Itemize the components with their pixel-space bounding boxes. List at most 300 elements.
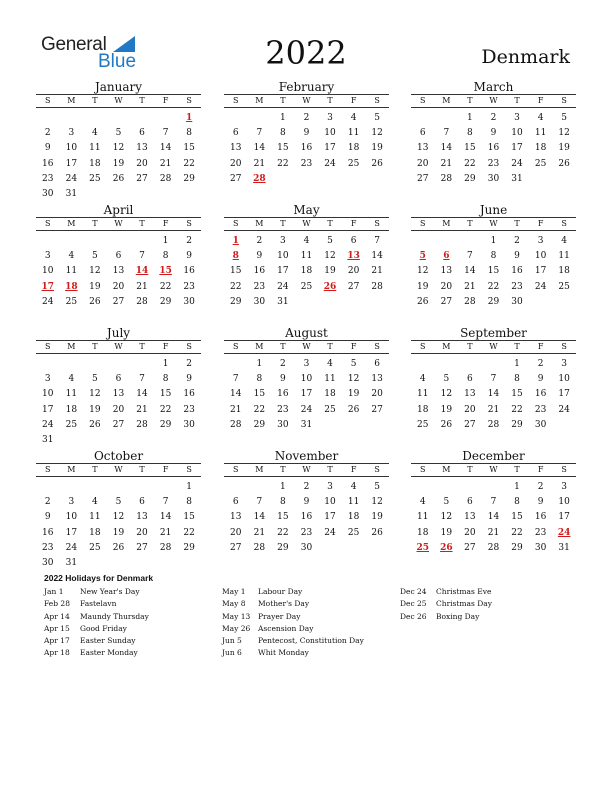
weekday-label: F bbox=[162, 465, 169, 474]
day-cell: 21 bbox=[159, 158, 172, 169]
day-cell: 6 bbox=[115, 251, 122, 262]
day-cell: 13 bbox=[464, 512, 476, 523]
weekday-label: T bbox=[280, 96, 286, 105]
holiday-day: 6 bbox=[443, 251, 450, 262]
day-cell: 4 bbox=[92, 128, 98, 139]
weekday-label: T bbox=[139, 219, 145, 228]
month-december bbox=[411, 449, 576, 556]
holiday-date: Dec 25 bbox=[400, 599, 427, 609]
day-cell: 2 bbox=[256, 236, 263, 246]
weekday-label: F bbox=[350, 342, 357, 351]
day-cell: 22 bbox=[277, 527, 289, 538]
day-cell: 21 bbox=[136, 281, 148, 292]
day-cell: 2 bbox=[303, 482, 310, 492]
day-cell: 15 bbox=[183, 143, 195, 154]
day-cell: 18 bbox=[65, 404, 78, 415]
day-cell: 26 bbox=[89, 419, 101, 430]
day-cell: 31 bbox=[558, 542, 570, 553]
day-cell: 8 bbox=[186, 128, 193, 139]
day-cell: 12 bbox=[440, 389, 453, 400]
day-cell: 13 bbox=[136, 512, 148, 523]
day-cell: 7 bbox=[443, 128, 450, 139]
weekday-label: F bbox=[162, 96, 169, 105]
day-cell: 13 bbox=[230, 143, 242, 154]
weekday-label: T bbox=[467, 219, 473, 228]
day-cell: 10 bbox=[324, 497, 336, 508]
day-cell: 19 bbox=[112, 158, 125, 169]
weekday-label: M bbox=[67, 465, 76, 474]
day-cell: 9 bbox=[537, 374, 544, 385]
month-name: October bbox=[93, 449, 144, 463]
weekday-label: S bbox=[233, 342, 239, 351]
day-cell: 12 bbox=[417, 266, 429, 277]
empty-cell bbox=[83, 234, 107, 249]
holiday-list bbox=[44, 573, 584, 660]
day-cell: 15 bbox=[230, 266, 242, 277]
day-cell: 12 bbox=[347, 374, 360, 385]
day-cell: 9 bbox=[186, 374, 193, 385]
weekday-label: W bbox=[114, 96, 123, 105]
day-cell: 19 bbox=[89, 404, 101, 415]
empty-cell bbox=[411, 234, 435, 249]
day-cell: 11 bbox=[89, 512, 101, 523]
day-cell: 3 bbox=[68, 497, 75, 508]
day-cell: 29 bbox=[159, 419, 172, 430]
day-cell: 28 bbox=[440, 173, 453, 184]
day-cell: 29 bbox=[464, 173, 476, 184]
empty-cell bbox=[130, 111, 154, 126]
day-cell: 25 bbox=[347, 527, 360, 538]
holiday-row bbox=[44, 611, 222, 623]
empty-cell bbox=[224, 357, 248, 372]
day-cell: 28 bbox=[159, 542, 172, 553]
day-cell: 10 bbox=[277, 251, 289, 262]
empty-cell bbox=[83, 111, 107, 126]
empty-cell bbox=[411, 357, 435, 372]
day-cell: 18 bbox=[347, 143, 360, 154]
day-cell: 30 bbox=[534, 419, 547, 430]
day-cell: 10 bbox=[300, 374, 313, 385]
day-cell: 31 bbox=[300, 419, 313, 430]
day-cell: 31 bbox=[277, 296, 289, 307]
day-cell: 18 bbox=[300, 266, 313, 277]
weekday-label: W bbox=[114, 342, 123, 351]
day-cell: 21 bbox=[136, 404, 148, 415]
day-cell: 1 bbox=[162, 359, 169, 369]
day-cell: 2 bbox=[186, 359, 193, 369]
empty-cell bbox=[435, 480, 459, 495]
empty-cell bbox=[130, 234, 154, 249]
day-cell: 22 bbox=[230, 281, 242, 292]
weekday-label: S bbox=[45, 342, 51, 351]
holiday-date: Apr 17 bbox=[44, 636, 70, 646]
weekday-label: T bbox=[467, 96, 473, 105]
holiday-name: Labour Day bbox=[258, 587, 303, 596]
day-grid bbox=[411, 234, 576, 310]
day-cell: 3 bbox=[303, 359, 310, 369]
day-cell: 16 bbox=[487, 143, 500, 154]
month-name: July bbox=[106, 326, 131, 340]
day-cell: 21 bbox=[253, 527, 266, 538]
weekday-label: T bbox=[139, 465, 145, 474]
day-grid bbox=[411, 357, 576, 433]
day-cell: 30 bbox=[42, 188, 54, 199]
weekday-label: F bbox=[162, 219, 169, 228]
empty-cell bbox=[154, 111, 178, 126]
day-cell: 26 bbox=[558, 158, 570, 169]
day-cell: 3 bbox=[44, 251, 51, 262]
day-cell: 29 bbox=[253, 419, 266, 430]
day-cell: 22 bbox=[511, 527, 523, 538]
day-cell: 21 bbox=[440, 158, 453, 169]
day-cell: 30 bbox=[300, 542, 313, 553]
weekday-label: F bbox=[537, 96, 544, 105]
day-cell: 22 bbox=[253, 404, 266, 415]
day-cell: 19 bbox=[440, 527, 453, 538]
weekday-label: W bbox=[302, 342, 311, 351]
day-cell: 24 bbox=[324, 158, 336, 169]
day-cell: 19 bbox=[89, 281, 101, 292]
holiday-date: Jan 1 bbox=[44, 587, 64, 596]
weekday-header bbox=[411, 463, 576, 477]
day-cell: 6 bbox=[419, 128, 426, 139]
month-may bbox=[224, 203, 389, 310]
holiday-column bbox=[44, 586, 222, 660]
day-cell: 7 bbox=[490, 374, 497, 385]
day-cell: 21 bbox=[487, 527, 500, 538]
day-cell: 28 bbox=[136, 419, 148, 430]
day-cell: 3 bbox=[514, 113, 520, 123]
holiday-day: 24 bbox=[557, 527, 571, 538]
day-cell: 31 bbox=[42, 434, 54, 445]
day-cell: 20 bbox=[230, 158, 242, 169]
day-cell: 21 bbox=[253, 158, 266, 169]
day-cell: 2 bbox=[186, 236, 193, 246]
empty-cell bbox=[130, 480, 154, 495]
holiday-day: 15 bbox=[159, 266, 172, 277]
day-cell: 28 bbox=[487, 542, 500, 553]
day-grid bbox=[224, 480, 389, 556]
day-cell: 27 bbox=[371, 404, 383, 415]
day-cell: 16 bbox=[300, 512, 313, 523]
day-cell: 13 bbox=[417, 143, 429, 154]
holiday-date: May 8 bbox=[222, 599, 246, 609]
day-cell: 5 bbox=[115, 497, 122, 508]
day-cell: 11 bbox=[300, 251, 313, 262]
empty-cell bbox=[83, 480, 107, 495]
holiday-name: Pentecost, Constitution Day bbox=[258, 636, 364, 646]
day-cell: 20 bbox=[371, 389, 383, 400]
day-cell: 26 bbox=[371, 527, 383, 538]
day-cell: 22 bbox=[487, 281, 500, 292]
day-cell: 12 bbox=[89, 389, 101, 400]
day-cell: 24 bbox=[300, 404, 313, 415]
weekday-label: T bbox=[92, 96, 98, 105]
page-title-year: 2022 bbox=[265, 34, 347, 72]
day-cell: 16 bbox=[183, 266, 195, 277]
weekday-header bbox=[224, 463, 389, 477]
day-cell: 18 bbox=[89, 527, 101, 538]
empty-cell bbox=[60, 480, 84, 495]
day-cell: 5 bbox=[327, 236, 333, 246]
day-cell: 11 bbox=[65, 266, 78, 277]
weekday-label: S bbox=[45, 219, 51, 228]
day-cell: 23 bbox=[183, 281, 195, 292]
weekday-header bbox=[36, 340, 201, 354]
day-grid bbox=[36, 111, 201, 202]
holiday-date: Jun 5 bbox=[222, 636, 242, 646]
weekday-label: W bbox=[302, 219, 311, 228]
day-cell: 27 bbox=[230, 542, 242, 553]
day-cell: 24 bbox=[534, 281, 547, 292]
weekday-label: M bbox=[442, 96, 451, 105]
day-cell: 2 bbox=[280, 359, 286, 369]
day-cell: 24 bbox=[65, 173, 78, 184]
holiday-date: May 1 bbox=[222, 587, 246, 596]
day-cell: 1 bbox=[186, 482, 193, 492]
holiday-day: 26 bbox=[323, 281, 337, 292]
holiday-name: Ascension Day bbox=[258, 623, 314, 633]
day-cell: 22 bbox=[511, 404, 523, 415]
day-cell: 11 bbox=[558, 251, 570, 262]
day-cell: 17 bbox=[558, 389, 570, 400]
holiday-name: Maundy Thursday bbox=[80, 611, 149, 621]
day-cell: 29 bbox=[487, 296, 500, 307]
weekday-header bbox=[36, 463, 201, 477]
day-cell: 29 bbox=[183, 542, 195, 553]
day-cell: 17 bbox=[324, 512, 336, 523]
month-july bbox=[36, 326, 201, 448]
day-cell: 24 bbox=[65, 542, 78, 553]
day-cell: 23 bbox=[253, 281, 266, 292]
day-cell: 19 bbox=[440, 404, 453, 415]
country-name: Denmark bbox=[481, 46, 570, 68]
day-cell: 13 bbox=[230, 512, 242, 523]
weekday-label: M bbox=[442, 219, 451, 228]
weekday-label: M bbox=[255, 342, 264, 351]
month-name: February bbox=[278, 80, 335, 94]
day-cell: 20 bbox=[440, 281, 453, 292]
day-cell: 26 bbox=[347, 404, 360, 415]
day-cell: 27 bbox=[417, 173, 429, 184]
day-cell: 21 bbox=[159, 527, 172, 538]
day-cell: 29 bbox=[183, 173, 195, 184]
day-cell: 4 bbox=[419, 374, 426, 385]
day-cell: 20 bbox=[112, 404, 125, 415]
day-cell: 25 bbox=[65, 296, 78, 307]
day-cell: 31 bbox=[511, 173, 523, 184]
holiday-columns bbox=[44, 586, 584, 660]
empty-cell bbox=[435, 234, 459, 249]
day-cell: 19 bbox=[347, 389, 360, 400]
holiday-day: 25 bbox=[416, 542, 430, 553]
day-cell: 26 bbox=[371, 158, 383, 169]
weekday-label: T bbox=[467, 342, 473, 351]
weekday-label: S bbox=[186, 96, 192, 105]
month-name: December bbox=[462, 449, 525, 463]
weekday-label: S bbox=[420, 219, 426, 228]
day-cell: 12 bbox=[324, 251, 336, 262]
day-cell: 28 bbox=[159, 173, 172, 184]
day-cell: 19 bbox=[417, 281, 429, 292]
weekday-label: T bbox=[280, 465, 286, 474]
day-cell: 15 bbox=[511, 512, 523, 523]
day-cell: 3 bbox=[327, 113, 333, 123]
day-cell: 9 bbox=[256, 251, 263, 262]
month-october bbox=[36, 449, 201, 571]
weekday-label: W bbox=[114, 219, 123, 228]
day-cell: 27 bbox=[464, 542, 476, 553]
weekday-label: T bbox=[514, 342, 520, 351]
empty-cell bbox=[60, 111, 84, 126]
month-november bbox=[224, 449, 389, 556]
day-cell: 23 bbox=[42, 173, 54, 184]
month-march bbox=[411, 80, 576, 187]
day-cell: 10 bbox=[65, 512, 78, 523]
day-cell: 28 bbox=[230, 419, 242, 430]
day-cell: 1 bbox=[490, 236, 497, 246]
day-cell: 23 bbox=[183, 404, 195, 415]
day-cell: 22 bbox=[159, 281, 172, 292]
day-cell: 8 bbox=[467, 128, 473, 139]
day-cell: 7 bbox=[139, 251, 145, 262]
empty-cell bbox=[458, 480, 482, 495]
day-cell: 19 bbox=[371, 512, 383, 523]
weekday-label: M bbox=[442, 342, 451, 351]
day-cell: 20 bbox=[136, 527, 148, 538]
brand-line1: General bbox=[41, 34, 107, 55]
day-cell: 8 bbox=[162, 374, 169, 385]
day-cell: 30 bbox=[42, 557, 54, 568]
holiday-date: Apr 18 bbox=[44, 648, 70, 658]
weekday-label: T bbox=[280, 219, 286, 228]
weekday-label: S bbox=[45, 96, 51, 105]
weekday-label: M bbox=[442, 465, 451, 474]
weekday-label: S bbox=[420, 96, 426, 105]
empty-cell bbox=[60, 234, 84, 249]
day-cell: 13 bbox=[112, 266, 125, 277]
weekday-label: S bbox=[374, 96, 380, 105]
month-name: June bbox=[479, 203, 508, 217]
holiday-name: Prayer Day bbox=[258, 611, 301, 621]
weekday-header bbox=[36, 94, 201, 108]
day-cell: 18 bbox=[417, 527, 429, 538]
day-cell: 4 bbox=[537, 113, 544, 123]
holiday-name: Easter Sunday bbox=[80, 636, 136, 646]
day-cell: 27 bbox=[347, 281, 360, 292]
day-cell: 24 bbox=[277, 281, 289, 292]
weekday-header bbox=[411, 340, 576, 354]
day-cell: 18 bbox=[89, 158, 101, 169]
month-name: March bbox=[473, 80, 514, 94]
holiday-day: 8 bbox=[232, 251, 239, 262]
day-cell: 10 bbox=[42, 266, 54, 277]
day-cell: 19 bbox=[324, 266, 336, 277]
day-cell: 10 bbox=[558, 374, 570, 385]
day-cell: 13 bbox=[136, 143, 148, 154]
day-cell: 30 bbox=[487, 173, 500, 184]
weekday-label: S bbox=[374, 465, 380, 474]
weekday-label: F bbox=[350, 96, 357, 105]
day-grid bbox=[224, 111, 389, 187]
holiday-row bbox=[44, 623, 222, 635]
weekday-header bbox=[36, 217, 201, 231]
month-name: January bbox=[94, 80, 143, 94]
day-cell: 4 bbox=[350, 113, 357, 123]
day-cell: 17 bbox=[558, 512, 570, 523]
day-cell: 25 bbox=[558, 281, 570, 292]
day-cell: 6 bbox=[467, 374, 473, 385]
holiday-row bbox=[400, 586, 578, 598]
empty-cell bbox=[36, 111, 60, 126]
day-cell: 27 bbox=[440, 296, 453, 307]
weekday-label: T bbox=[327, 342, 333, 351]
day-cell: 8 bbox=[514, 374, 520, 385]
day-cell: 27 bbox=[230, 173, 242, 184]
empty-cell bbox=[482, 357, 506, 372]
day-cell: 14 bbox=[253, 512, 266, 523]
day-cell: 16 bbox=[42, 527, 54, 538]
day-cell: 22 bbox=[159, 404, 172, 415]
day-cell: 9 bbox=[303, 128, 310, 139]
day-cell: 27 bbox=[464, 419, 476, 430]
day-cell: 27 bbox=[112, 296, 125, 307]
empty-cell bbox=[224, 480, 248, 495]
empty-cell bbox=[435, 357, 459, 372]
day-cell: 29 bbox=[511, 542, 523, 553]
day-cell: 10 bbox=[534, 251, 547, 262]
weekday-label: F bbox=[537, 219, 544, 228]
weekday-label: F bbox=[350, 465, 357, 474]
day-cell: 25 bbox=[89, 542, 101, 553]
day-cell: 14 bbox=[487, 512, 500, 523]
weekday-header bbox=[224, 94, 389, 108]
day-cell: 10 bbox=[511, 128, 523, 139]
empty-cell bbox=[60, 357, 84, 372]
day-cell: 19 bbox=[371, 143, 383, 154]
holiday-date: Apr 14 bbox=[44, 611, 70, 621]
day-cell: 8 bbox=[490, 251, 497, 262]
empty-cell bbox=[36, 480, 60, 495]
day-cell: 16 bbox=[534, 389, 547, 400]
day-cell: 11 bbox=[347, 497, 360, 508]
day-cell: 18 bbox=[534, 143, 547, 154]
day-cell: 15 bbox=[511, 389, 523, 400]
day-cell: 25 bbox=[300, 281, 313, 292]
day-cell: 26 bbox=[417, 296, 429, 307]
day-cell: 30 bbox=[534, 542, 547, 553]
day-cell: 23 bbox=[487, 158, 500, 169]
day-cell: 9 bbox=[44, 512, 51, 523]
day-cell: 1 bbox=[467, 113, 473, 123]
day-cell: 15 bbox=[464, 143, 476, 154]
holiday-row bbox=[222, 611, 400, 623]
holiday-day: 1 bbox=[232, 236, 239, 246]
day-cell: 15 bbox=[183, 512, 195, 523]
weekday-label: S bbox=[374, 219, 380, 228]
day-cell: 7 bbox=[232, 374, 239, 385]
day-cell: 7 bbox=[256, 128, 263, 139]
day-cell: 7 bbox=[490, 497, 497, 508]
empty-cell bbox=[248, 111, 272, 126]
day-cell: 1 bbox=[514, 482, 520, 492]
day-cell: 6 bbox=[232, 497, 239, 508]
holiday-day: 26 bbox=[440, 542, 453, 553]
day-cell: 3 bbox=[537, 236, 544, 246]
empty-cell bbox=[224, 111, 248, 126]
day-cell: 30 bbox=[277, 419, 289, 430]
weekday-label: S bbox=[233, 465, 239, 474]
